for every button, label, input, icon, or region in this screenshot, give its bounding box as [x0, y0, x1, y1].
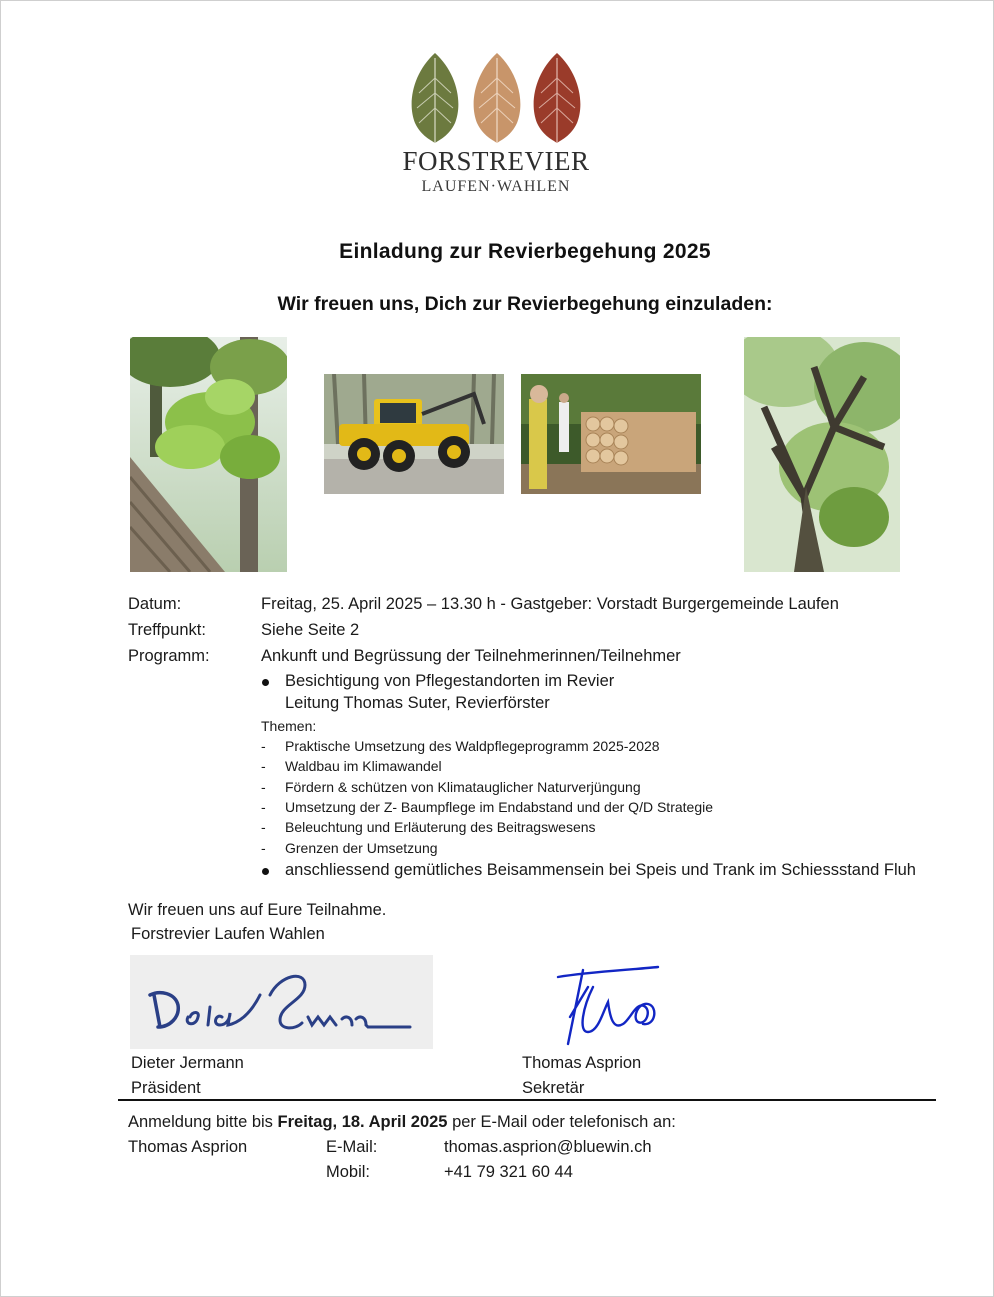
closing-line1: Wir freuen uns auf Eure Teilnahme.	[128, 901, 387, 919]
signer-left-role: Präsident	[131, 1079, 201, 1097]
anmeldung-pre: Anmeldung bitte bis	[128, 1113, 278, 1131]
photo-old-tree	[744, 337, 900, 572]
datum-value: Freitag, 25. April 2025 – 13.30 h - Gastgeber: Vorstadt Burgergemeinde Laufen	[261, 595, 839, 613]
anmeldung-date: Freitag, 18. April 2025	[277, 1113, 448, 1131]
photo-forestry-machine	[324, 374, 504, 494]
photo-oak-leaves	[130, 337, 287, 572]
dash-icon: -	[261, 799, 266, 815]
email-label: E-Mail:	[326, 1138, 378, 1156]
signature-asprion	[528, 962, 663, 1052]
dash-icon: -	[261, 758, 266, 774]
page-title: Einladung zur Revierbegehung 2025	[339, 240, 711, 263]
divider	[118, 1099, 936, 1101]
dash-icon: -	[261, 840, 266, 856]
mobil-label: Mobil:	[326, 1163, 371, 1181]
themen-label: Themen:	[261, 718, 317, 734]
signer-right-role: Sekretär	[522, 1079, 585, 1097]
themen-item: Praktische Umsetzung des Waldpflegeprogramm 2025-2028	[285, 738, 660, 754]
datum-label: Datum:	[128, 595, 182, 613]
bullet-icon	[262, 868, 269, 875]
themen-item: Waldbau im Klimawandel	[285, 758, 442, 774]
themen-item: Grenzen der Umsetzung	[285, 840, 438, 856]
signer-right-name: Thomas Asprion	[522, 1054, 642, 1072]
anmeldung-line	[128, 1113, 676, 1132]
treffpunkt-label: Treffpunkt:	[128, 621, 206, 639]
bullet2-text: anschliessend gemütliches Beisammensein bei Speis und Trank im Schiessstand Fluh	[285, 861, 916, 879]
email-link[interactable]: thomas.asprion@bluewin.ch	[444, 1138, 652, 1156]
photo-log-pile	[521, 374, 701, 494]
treffpunkt-value: Siehe Seite 2	[261, 621, 360, 639]
dash-icon: -	[261, 819, 266, 835]
anmeldung-post: per E-Mail oder telefonisch an:	[447, 1113, 676, 1131]
closing-line2: Forstrevier Laufen Wahlen	[131, 925, 325, 943]
themen-item: Fördern & schützen von Klimatauglicher Naturverjüngung	[285, 779, 641, 795]
signature-jermann	[130, 955, 433, 1049]
themen-item: Beleuchtung und Erläuterung des Beitragswesens	[285, 819, 596, 835]
page-subtitle: Wir freuen uns, Dich zur Revierbegehung einzuladen:	[277, 293, 773, 315]
bullet1-line1: Besichtigung von Pflegestandorten im Revier	[285, 672, 615, 690]
mobil-value[interactable]: +41 79 321 60 44	[444, 1163, 573, 1181]
dash-icon: -	[261, 779, 266, 795]
logo-subtitle: LAUFEN·WAHLEN	[421, 178, 571, 195]
contact-name: Thomas Asprion	[128, 1138, 248, 1156]
dash-icon: -	[261, 738, 266, 754]
bullet-icon	[262, 679, 269, 686]
programm-label: Programm:	[128, 647, 210, 665]
themen-item: Umsetzung der Z- Baumpflege im Endabstand und der Q/D Strategie	[285, 799, 713, 815]
bullet1-line2: Leitung Thomas Suter, Revierförster	[285, 694, 550, 712]
logo-name: FORSTREVIER	[402, 146, 590, 176]
programm-value: Ankunft und Begrüssung der Teilnehmerinnen/Teilnehmer	[261, 647, 681, 665]
signer-left-name: Dieter Jermann	[131, 1054, 244, 1072]
leaves-icon	[405, 48, 590, 148]
